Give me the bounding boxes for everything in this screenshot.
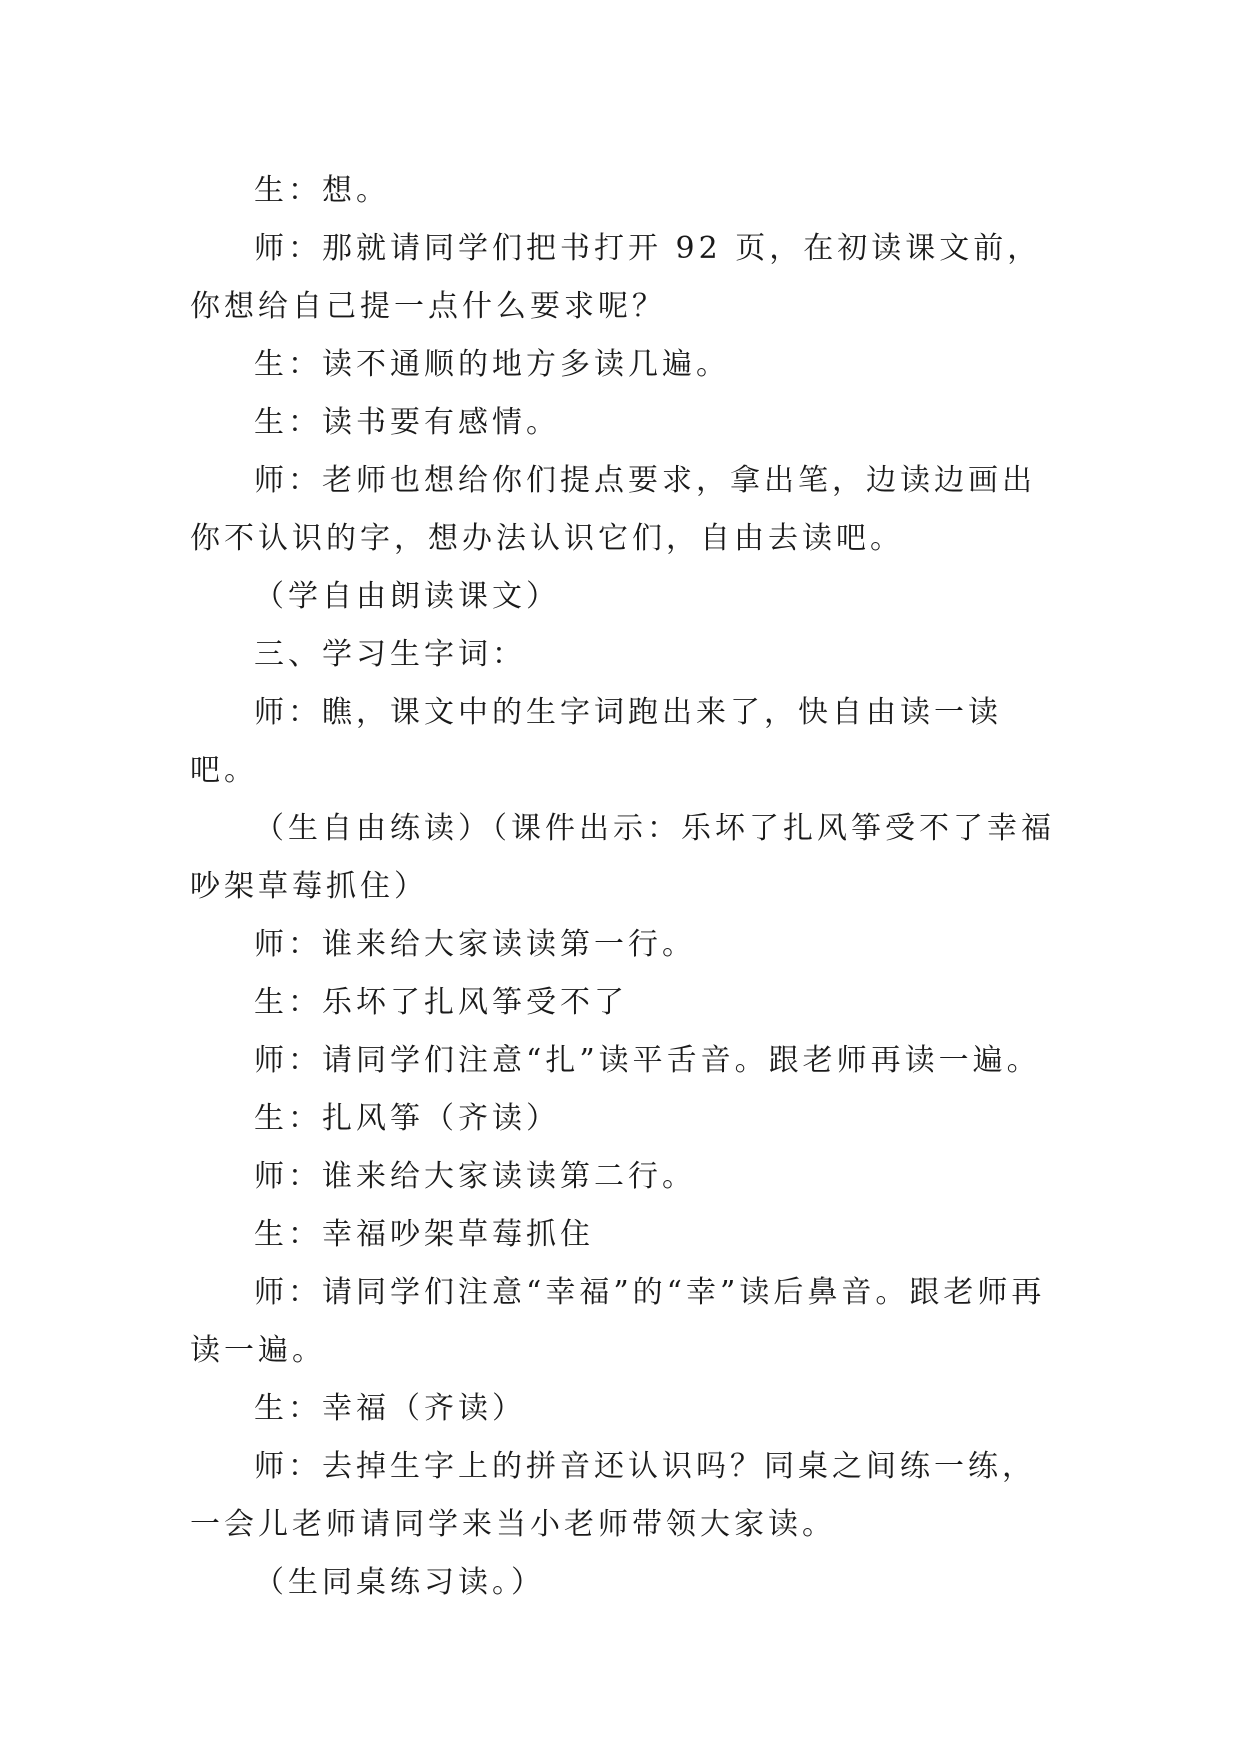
paragraph-teacher-open-book: 师：那就请同学们把书打开 92 页，在初读课文前，你想给自己提一点什么要求呢？ [190, 231, 1042, 324]
paragraph-student-zha-fengzheng: 生：扎风筝（齐读） [254, 1101, 560, 1136]
paragraph-free-reading-note: （学自由朗读课文） [254, 579, 560, 614]
paragraph-student-read-fluently: 生：读不通顺的地方多读几遍。 [254, 347, 730, 382]
paragraph-teacher-first-row: 师：谁来给大家读读第一行。 [254, 927, 696, 962]
section-heading-learn-words: 三、学习生字词： [254, 637, 526, 672]
paragraph-student-reply-want: 生：想。 [254, 173, 390, 208]
paragraph-deskmate-practice-note: （生同桌练习读。） [254, 1565, 545, 1600]
paragraph-teacher-words-appear: 师：瞧，课文中的生字词跑出来了，快自由读一读吧。 [190, 695, 1002, 788]
paragraph-student-second-row: 生：幸福吵架草莓抓住 [254, 1217, 594, 1252]
paragraph-student-first-row: 生：乐坏了扎风筝受不了 [254, 985, 628, 1020]
paragraph-teacher-xing-note: 师：请同学们注意“幸福”的“幸”读后鼻音。跟老师再读一遍。 [190, 1275, 1046, 1368]
paragraph-teacher-zha-note: 师：请同学们注意“扎”读平舌音。跟老师再读一遍。 [254, 1043, 1041, 1078]
paragraph-student-xingfu: 生：幸福（齐读） [254, 1391, 526, 1426]
paragraph-teacher-second-row: 师：谁来给大家读读第二行。 [254, 1159, 696, 1194]
paragraph-courseware-words: （生自由练读）（课件出示：乐坏了扎风筝受不了幸福吵架草莓抓住） [190, 811, 1055, 904]
paragraph-student-read-with-feeling: 生：读书要有感情。 [254, 405, 560, 440]
paragraph-teacher-remove-pinyin: 师：去掉生字上的拼音还认识吗？同桌之间练一练，一会儿老师请同学来当小老师带领大家读。 [190, 1449, 1036, 1542]
document-body [190, 162, 1060, 1612]
paragraph-teacher-requirements: 师：老师也想给你们提点要求，拿出笔，边读边画出你不认识的字，想办法认识它们，自由去读吧。 [190, 463, 1036, 556]
